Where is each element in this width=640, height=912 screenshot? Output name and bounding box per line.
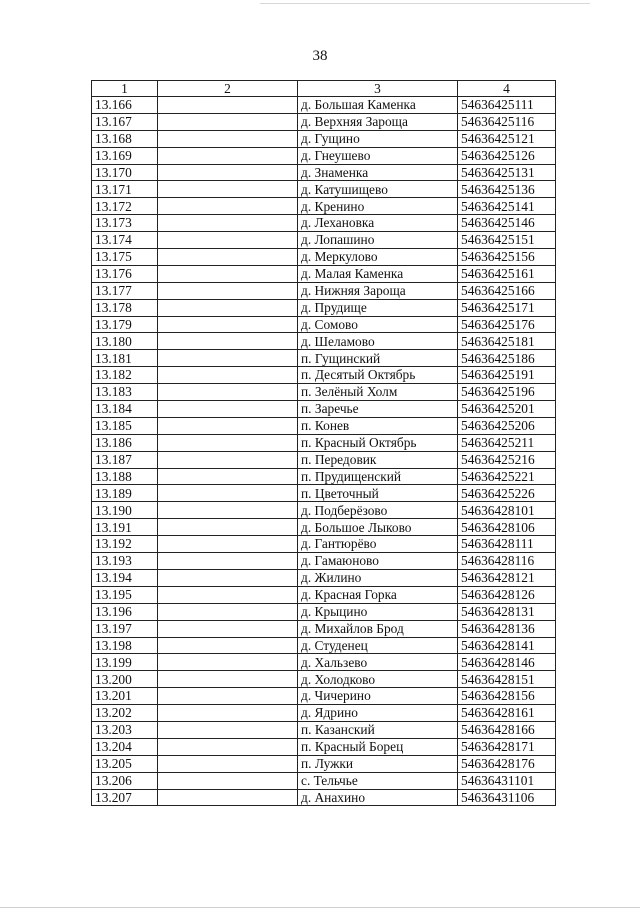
- row-number-cell: 13.200: [92, 671, 158, 688]
- oktmo-code-cell: 54636428136: [458, 620, 556, 637]
- oktmo-code-cell: 54636425171: [458, 299, 556, 316]
- row-number-cell: 13.203: [92, 721, 158, 738]
- column-header-1: 1: [92, 81, 158, 97]
- oktmo-code-cell: 54636425141: [458, 198, 556, 215]
- table-row: [92, 502, 556, 519]
- row-number-cell: 13.205: [92, 755, 158, 772]
- row-number-cell: 13.178: [92, 299, 158, 316]
- blank-cell: [158, 401, 298, 418]
- settlement-name-cell: д. Нижняя Зароща: [298, 282, 458, 299]
- oktmo-code-cell: 54636428171: [458, 738, 556, 755]
- table-row: [92, 367, 556, 384]
- row-number-cell: 13.207: [92, 789, 158, 806]
- row-number-cell: 13.188: [92, 468, 158, 485]
- blank-cell: [158, 249, 298, 266]
- settlement-name-cell: д. Крыцино: [298, 603, 458, 620]
- oktmo-code-cell: 54636425116: [458, 113, 556, 130]
- oktmo-code-cell: 54636428121: [458, 569, 556, 586]
- blank-cell: [158, 333, 298, 350]
- blank-cell: [158, 586, 298, 603]
- blank-cell: [158, 265, 298, 282]
- oktmo-code-cell: 54636431106: [458, 789, 556, 806]
- settlement-name-cell: д. Гамаюново: [298, 553, 458, 570]
- table-row: [92, 215, 556, 232]
- settlement-name-cell: д. Холодково: [298, 671, 458, 688]
- oktmo-code-cell: 54636428156: [458, 688, 556, 705]
- oktmo-code-cell: 54636428161: [458, 705, 556, 722]
- oktmo-code-cell: 54636428101: [458, 502, 556, 519]
- blank-cell: [158, 367, 298, 384]
- settlement-name-cell: д. Гантюрёво: [298, 536, 458, 553]
- settlement-name-cell: д. Чичерино: [298, 688, 458, 705]
- oktmo-code-cell: 54636428116: [458, 553, 556, 570]
- oktmo-code-cell: 54636425176: [458, 316, 556, 333]
- oktmo-code-cell: 54636431101: [458, 772, 556, 789]
- settlement-name-cell: д. Анахино: [298, 789, 458, 806]
- table-row: [92, 485, 556, 502]
- blank-cell: [158, 384, 298, 401]
- row-number-cell: 13.194: [92, 569, 158, 586]
- blank-cell: [158, 519, 298, 536]
- table-row: [92, 384, 556, 401]
- settlement-name-cell: д. Кренино: [298, 198, 458, 215]
- settlement-name-cell: п. Казанский: [298, 721, 458, 738]
- blank-cell: [158, 316, 298, 333]
- oktmo-code-cell: 54636425166: [458, 282, 556, 299]
- table-row: [92, 181, 556, 198]
- row-number-cell: 13.179: [92, 316, 158, 333]
- table-row: [92, 249, 556, 266]
- settlement-name-cell: п. Передовик: [298, 451, 458, 468]
- blank-cell: [158, 637, 298, 654]
- settlement-name-cell: д. Михайлов Брод: [298, 620, 458, 637]
- row-number-cell: 13.174: [92, 232, 158, 249]
- scan-artifact-top: [260, 3, 590, 4]
- settlement-name-cell: д. Лехановка: [298, 215, 458, 232]
- blank-cell: [158, 417, 298, 434]
- settlement-name-cell: д. Верхняя Зароща: [298, 113, 458, 130]
- oktmo-code-cell: 54636428126: [458, 586, 556, 603]
- oktmo-code-cell: 54636428131: [458, 603, 556, 620]
- row-number-cell: 13.192: [92, 536, 158, 553]
- column-header-4: 4: [458, 81, 556, 97]
- row-number-cell: 13.168: [92, 130, 158, 147]
- row-number-cell: 13.172: [92, 198, 158, 215]
- oktmo-code-cell: 54636425191: [458, 367, 556, 384]
- blank-cell: [158, 451, 298, 468]
- blank-cell: [158, 536, 298, 553]
- oktmo-code-cell: 54636425201: [458, 401, 556, 418]
- table-row: [92, 451, 556, 468]
- row-number-cell: 13.170: [92, 164, 158, 181]
- row-number-cell: 13.190: [92, 502, 158, 519]
- row-number-cell: 13.175: [92, 249, 158, 266]
- settlement-name-cell: д. Лопашино: [298, 232, 458, 249]
- table-row: [92, 316, 556, 333]
- row-number-cell: 13.193: [92, 553, 158, 570]
- table-header-row: [92, 81, 556, 97]
- row-number-cell: 13.189: [92, 485, 158, 502]
- table-row: [92, 333, 556, 350]
- row-number-cell: 13.206: [92, 772, 158, 789]
- table-row: [92, 671, 556, 688]
- oktmo-code-cell: 54636425181: [458, 333, 556, 350]
- blank-cell: [158, 299, 298, 316]
- settlement-name-cell: п. Заречье: [298, 401, 458, 418]
- table-row: [92, 232, 556, 249]
- table-row: [92, 738, 556, 755]
- oktmo-code-cell: 54636428146: [458, 654, 556, 671]
- row-number-cell: 13.180: [92, 333, 158, 350]
- blank-cell: [158, 789, 298, 806]
- row-number-cell: 13.195: [92, 586, 158, 603]
- settlement-name-cell: д. Прудище: [298, 299, 458, 316]
- oktmo-code-cell: 54636428166: [458, 721, 556, 738]
- table-row: [92, 147, 556, 164]
- blank-cell: [158, 198, 298, 215]
- table-row: [92, 468, 556, 485]
- table-row: [92, 164, 556, 181]
- settlement-name-cell: п. Цветочный: [298, 485, 458, 502]
- oktmo-code-cell: 54636428106: [458, 519, 556, 536]
- row-number-cell: 13.167: [92, 113, 158, 130]
- table-row: [92, 350, 556, 367]
- column-header-2: 2: [158, 81, 298, 97]
- settlement-name-cell: д. Меркулово: [298, 249, 458, 266]
- settlements-table: [91, 80, 556, 806]
- row-number-cell: 13.187: [92, 451, 158, 468]
- settlement-name-cell: д. Гнеушево: [298, 147, 458, 164]
- settlement-name-cell: п. Конев: [298, 417, 458, 434]
- settlement-name-cell: д. Катушищево: [298, 181, 458, 198]
- row-number-cell: 13.176: [92, 265, 158, 282]
- oktmo-code-cell: 54636425221: [458, 468, 556, 485]
- oktmo-code-cell: 54636425136: [458, 181, 556, 198]
- settlement-name-cell: д. Гущино: [298, 130, 458, 147]
- row-number-cell: 13.198: [92, 637, 158, 654]
- row-number-cell: 13.183: [92, 384, 158, 401]
- settlement-name-cell: д. Красная Горка: [298, 586, 458, 603]
- settlement-name-cell: с. Тельчье: [298, 772, 458, 789]
- row-number-cell: 13.199: [92, 654, 158, 671]
- table-row: [92, 417, 556, 434]
- row-number-cell: 13.186: [92, 434, 158, 451]
- blank-cell: [158, 620, 298, 637]
- blank-cell: [158, 721, 298, 738]
- oktmo-code-cell: 54636425161: [458, 265, 556, 282]
- table-row: [92, 299, 556, 316]
- oktmo-code-cell: 54636425156: [458, 249, 556, 266]
- oktmo-code-cell: 54636425226: [458, 485, 556, 502]
- blank-cell: [158, 485, 298, 502]
- oktmo-code-cell: 54636425131: [458, 164, 556, 181]
- table-body: [92, 97, 556, 806]
- blank-cell: [158, 147, 298, 164]
- oktmo-code-cell: 54636425206: [458, 417, 556, 434]
- page-number: 38: [312, 48, 328, 64]
- blank-cell: [158, 232, 298, 249]
- row-number-cell: 13.204: [92, 738, 158, 755]
- table-row: [92, 198, 556, 215]
- row-number-cell: 13.171: [92, 181, 158, 198]
- settlement-name-cell: п. Гущинский: [298, 350, 458, 367]
- blank-cell: [158, 553, 298, 570]
- oktmo-code-cell: 54636425151: [458, 232, 556, 249]
- oktmo-code-cell: 54636428176: [458, 755, 556, 772]
- row-number-cell: 13.177: [92, 282, 158, 299]
- table-row: [92, 113, 556, 130]
- row-number-cell: 13.181: [92, 350, 158, 367]
- oktmo-code-cell: 54636425111: [458, 97, 556, 114]
- oktmo-code-cell: 54636428151: [458, 671, 556, 688]
- blank-cell: [158, 215, 298, 232]
- table-row: [92, 130, 556, 147]
- oktmo-code-cell: 54636428141: [458, 637, 556, 654]
- blank-cell: [158, 705, 298, 722]
- settlement-name-cell: д. Сомово: [298, 316, 458, 333]
- row-number-cell: 13.185: [92, 417, 158, 434]
- blank-cell: [158, 688, 298, 705]
- table-row: [92, 586, 556, 603]
- row-number-cell: 13.169: [92, 147, 158, 164]
- blank-cell: [158, 113, 298, 130]
- blank-cell: [158, 434, 298, 451]
- scan-artifact-bottom: [0, 907, 640, 908]
- blank-cell: [158, 164, 298, 181]
- table-row: [92, 705, 556, 722]
- table-row: [92, 755, 556, 772]
- table-row: [92, 637, 556, 654]
- settlement-name-cell: д. Малая Каменка: [298, 265, 458, 282]
- blank-cell: [158, 282, 298, 299]
- blank-cell: [158, 350, 298, 367]
- table-row: [92, 282, 556, 299]
- blank-cell: [158, 772, 298, 789]
- table-row: [92, 569, 556, 586]
- row-number-cell: 13.191: [92, 519, 158, 536]
- row-number-cell: 13.184: [92, 401, 158, 418]
- settlement-name-cell: д. Жилино: [298, 569, 458, 586]
- table-row: [92, 265, 556, 282]
- row-number-cell: 13.196: [92, 603, 158, 620]
- table-row: [92, 434, 556, 451]
- row-number-cell: 13.166: [92, 97, 158, 114]
- blank-cell: [158, 181, 298, 198]
- oktmo-code-cell: 54636425146: [458, 215, 556, 232]
- table-row: [92, 789, 556, 806]
- row-number-cell: 13.202: [92, 705, 158, 722]
- oktmo-code-cell: 54636425211: [458, 434, 556, 451]
- row-number-cell: 13.201: [92, 688, 158, 705]
- blank-cell: [158, 671, 298, 688]
- blank-cell: [158, 738, 298, 755]
- table-row: [92, 620, 556, 637]
- oktmo-code-cell: 54636425126: [458, 147, 556, 164]
- table-row: [92, 654, 556, 671]
- blank-cell: [158, 569, 298, 586]
- oktmo-code-cell: 54636425121: [458, 130, 556, 147]
- table-row: [92, 401, 556, 418]
- settlement-name-cell: п. Зелёный Холм: [298, 384, 458, 401]
- row-number-cell: 13.182: [92, 367, 158, 384]
- blank-cell: [158, 654, 298, 671]
- column-header-3: 3: [298, 81, 458, 97]
- table-row: [92, 97, 556, 114]
- oktmo-code-cell: 54636425196: [458, 384, 556, 401]
- blank-cell: [158, 130, 298, 147]
- settlement-name-cell: п. Красный Борец: [298, 738, 458, 755]
- settlement-name-cell: д. Большое Лыково: [298, 519, 458, 536]
- settlement-name-cell: п. Прудищенский: [298, 468, 458, 485]
- settlement-name-cell: д. Ядрино: [298, 705, 458, 722]
- settlement-name-cell: д. Шеламово: [298, 333, 458, 350]
- settlement-name-cell: д. Студенец: [298, 637, 458, 654]
- row-number-cell: 13.197: [92, 620, 158, 637]
- blank-cell: [158, 97, 298, 114]
- table-row: [92, 553, 556, 570]
- table-row: [92, 536, 556, 553]
- settlement-name-cell: д. Большая Каменка: [298, 97, 458, 114]
- settlement-name-cell: п. Красный Октябрь: [298, 434, 458, 451]
- blank-cell: [158, 603, 298, 620]
- settlement-name-cell: д. Подберёзово: [298, 502, 458, 519]
- row-number-cell: 13.173: [92, 215, 158, 232]
- settlement-name-cell: п. Лужки: [298, 755, 458, 772]
- table-row: [92, 772, 556, 789]
- table-row: [92, 603, 556, 620]
- table-row: [92, 519, 556, 536]
- table-row: [92, 721, 556, 738]
- settlement-name-cell: п. Десятый Октябрь: [298, 367, 458, 384]
- settlement-name-cell: д. Хальзево: [298, 654, 458, 671]
- table-row: [92, 688, 556, 705]
- blank-cell: [158, 468, 298, 485]
- blank-cell: [158, 755, 298, 772]
- oktmo-code-cell: 54636428111: [458, 536, 556, 553]
- oktmo-code-cell: 54636425216: [458, 451, 556, 468]
- settlement-name-cell: д. Знаменка: [298, 164, 458, 181]
- blank-cell: [158, 502, 298, 519]
- oktmo-code-cell: 54636425186: [458, 350, 556, 367]
